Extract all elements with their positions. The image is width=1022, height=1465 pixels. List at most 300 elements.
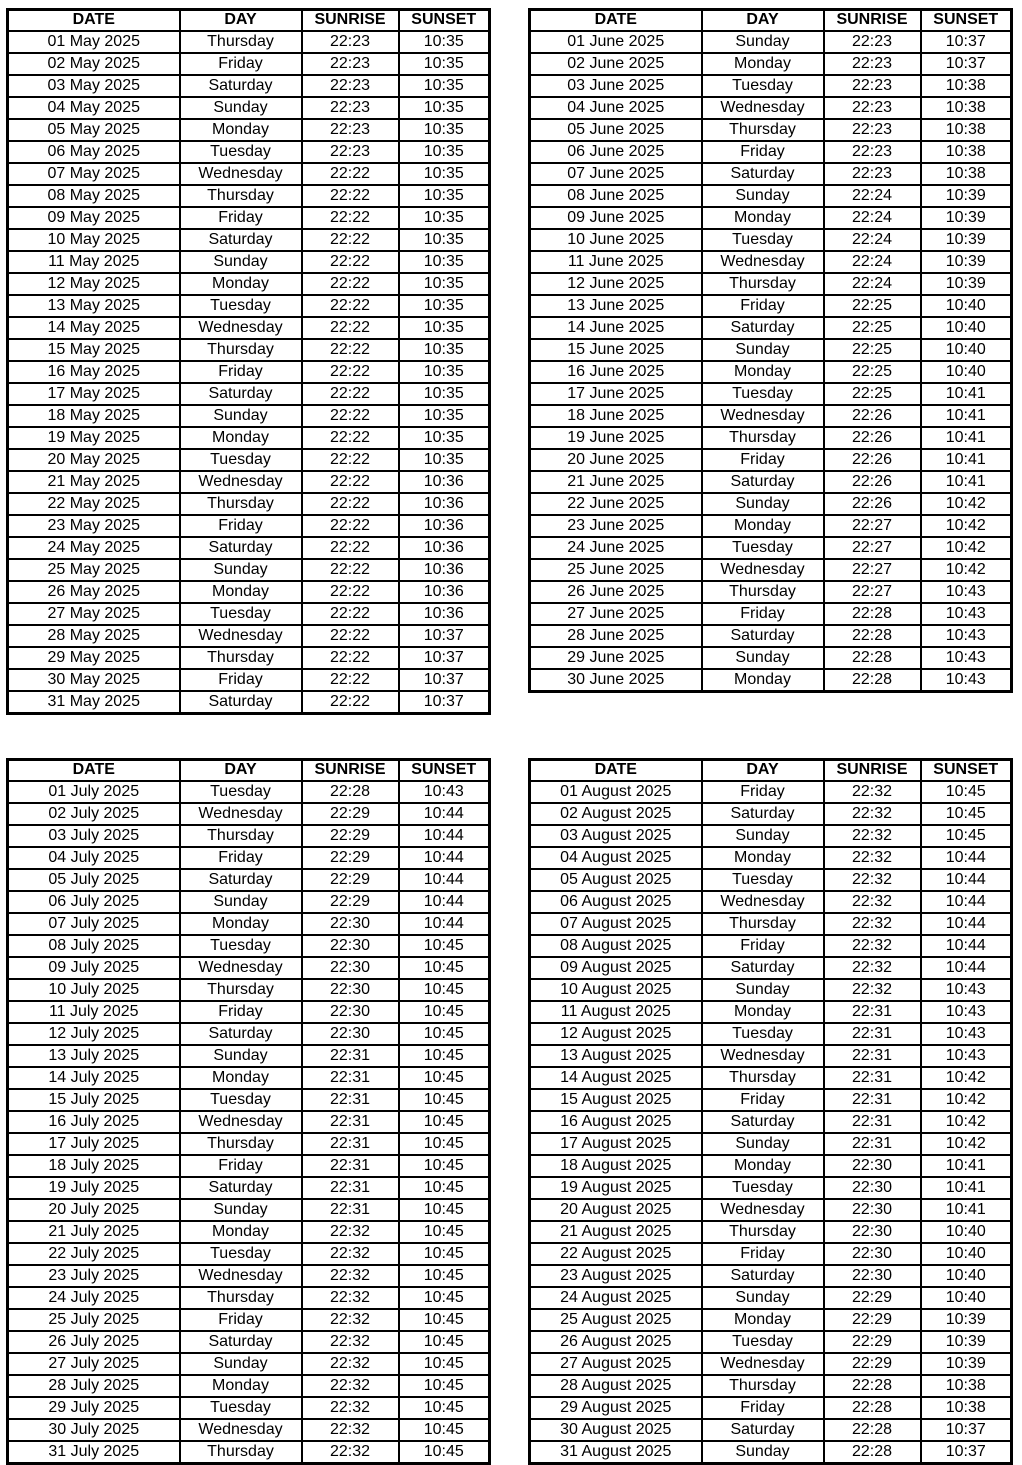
sunset-cell: 10:35	[399, 339, 490, 361]
sunset-cell: 10:43	[921, 603, 1012, 625]
sunset-cell: 10:39	[921, 207, 1012, 229]
date-cell: 02 July 2025	[8, 803, 180, 825]
table-row	[530, 1001, 1012, 1023]
date-cell: 16 August 2025	[530, 1111, 702, 1133]
day-cell: Monday	[180, 427, 302, 449]
day-cell: Friday	[702, 1397, 824, 1419]
date-cell: 03 August 2025	[530, 825, 702, 847]
day-cell: Saturday	[180, 869, 302, 891]
sunrise-cell: 22:23	[824, 75, 921, 97]
sunset-cell: 10:41	[921, 1199, 1012, 1221]
sunset-cell: 10:35	[399, 53, 490, 75]
sunrise-cell: 22:22	[302, 361, 399, 383]
date-cell: 24 May 2025	[8, 537, 180, 559]
date-cell: 26 May 2025	[8, 581, 180, 603]
sunset-cell: 10:45	[399, 979, 490, 1001]
day-cell: Wednesday	[180, 471, 302, 493]
day-cell: Friday	[702, 1089, 824, 1111]
date-cell: 09 July 2025	[8, 957, 180, 979]
day-cell: Monday	[180, 913, 302, 935]
sunrise-cell: 22:22	[302, 185, 399, 207]
date-cell: 22 August 2025	[530, 1243, 702, 1265]
sunrise-cell: 22:28	[824, 1441, 921, 1464]
sunrise-cell: 22:30	[824, 1177, 921, 1199]
sunrise-cell: 22:31	[824, 1111, 921, 1133]
sunrise-cell: 22:22	[302, 427, 399, 449]
table-row	[8, 1221, 490, 1243]
date-cell: 20 August 2025	[530, 1199, 702, 1221]
table-row	[8, 427, 490, 449]
sunrise-cell: 22:28	[824, 669, 921, 692]
sunrise-cell: 22:24	[824, 273, 921, 295]
day-cell: Tuesday	[702, 229, 824, 251]
sunset-cell: 10:38	[921, 1375, 1012, 1397]
day-cell: Wednesday	[702, 251, 824, 273]
date-cell: 08 July 2025	[8, 935, 180, 957]
date-cell: 04 August 2025	[530, 847, 702, 869]
table-row	[530, 559, 1012, 581]
sunset-cell: 10:44	[921, 935, 1012, 957]
sunset-cell: 10:45	[921, 781, 1012, 803]
sunrise-cell: 22:22	[302, 625, 399, 647]
date-cell: 13 May 2025	[8, 295, 180, 317]
date-cell: 19 May 2025	[8, 427, 180, 449]
day-cell: Monday	[180, 1221, 302, 1243]
date-cell: 02 August 2025	[530, 803, 702, 825]
table-row	[530, 53, 1012, 75]
sunset-cell: 10:44	[399, 803, 490, 825]
day-cell: Wednesday	[180, 1111, 302, 1133]
date-cell: 17 May 2025	[8, 383, 180, 405]
sunrise-cell: 22:28	[824, 625, 921, 647]
sunrise-cell: 22:30	[824, 1243, 921, 1265]
sunset-cell: 10:38	[921, 119, 1012, 141]
sunset-cell: 10:41	[921, 427, 1012, 449]
sunrise-cell: 22:26	[824, 405, 921, 427]
date-cell: 25 May 2025	[8, 559, 180, 581]
table-row	[530, 339, 1012, 361]
day-cell: Tuesday	[702, 383, 824, 405]
table-row	[8, 1023, 490, 1045]
day-cell: Friday	[180, 847, 302, 869]
table-row	[530, 515, 1012, 537]
sunset-cell: 10:45	[399, 1155, 490, 1177]
table-row	[530, 603, 1012, 625]
sunset-cell: 10:45	[399, 1067, 490, 1089]
sunset-cell: 10:41	[921, 383, 1012, 405]
sunrise-cell: 22:31	[824, 1067, 921, 1089]
date-cell: 03 May 2025	[8, 75, 180, 97]
date-cell: 15 July 2025	[8, 1089, 180, 1111]
sunrise-cell: 22:32	[824, 825, 921, 847]
sunrise-cell: 22:29	[824, 1353, 921, 1375]
sunset-cell: 10:39	[921, 251, 1012, 273]
sunrise-cell: 22:24	[824, 185, 921, 207]
sunset-cell: 10:36	[399, 493, 490, 515]
date-cell: 10 May 2025	[8, 229, 180, 251]
sunset-cell: 10:43	[921, 1023, 1012, 1045]
table-row	[530, 537, 1012, 559]
sunrise-cell: 22:22	[302, 339, 399, 361]
date-cell: 07 June 2025	[530, 163, 702, 185]
date-cell: 08 August 2025	[530, 935, 702, 957]
sunset-cell: 10:44	[921, 847, 1012, 869]
sunset-cell: 10:45	[399, 1287, 490, 1309]
table-row	[8, 581, 490, 603]
day-column-header: DAY	[702, 10, 824, 31]
date-cell: 23 August 2025	[530, 1265, 702, 1287]
table-row	[530, 383, 1012, 405]
sunset-cell: 10:40	[921, 317, 1012, 339]
day-cell: Sunday	[180, 251, 302, 273]
sunset-cell: 10:45	[399, 1023, 490, 1045]
table-row	[530, 1023, 1012, 1045]
sunrise-cell: 22:32	[824, 803, 921, 825]
table-row	[530, 1243, 1012, 1265]
day-cell: Monday	[702, 847, 824, 869]
sunset-cell: 10:37	[399, 669, 490, 691]
date-cell: 24 June 2025	[530, 537, 702, 559]
date-cell: 01 August 2025	[530, 781, 702, 803]
day-cell: Thursday	[180, 1287, 302, 1309]
sunset-cell: 10:35	[399, 361, 490, 383]
date-cell: 12 June 2025	[530, 273, 702, 295]
date-cell: 08 June 2025	[530, 185, 702, 207]
table-row	[8, 471, 490, 493]
table-row	[8, 979, 490, 1001]
table-row	[8, 1155, 490, 1177]
sunset-cell: 10:45	[921, 825, 1012, 847]
table-row	[8, 847, 490, 869]
day-cell: Sunday	[702, 1133, 824, 1155]
table-row	[530, 273, 1012, 295]
table-row	[530, 1089, 1012, 1111]
date-cell: 04 June 2025	[530, 97, 702, 119]
day-cell: Thursday	[180, 185, 302, 207]
date-cell: 20 May 2025	[8, 449, 180, 471]
table-row	[8, 53, 490, 75]
date-cell: 26 July 2025	[8, 1331, 180, 1353]
sunset-cell: 10:35	[399, 119, 490, 141]
sunset-cell: 10:39	[921, 1309, 1012, 1331]
day-cell: Friday	[180, 1155, 302, 1177]
sunset-cell: 10:35	[399, 207, 490, 229]
sunrise-column-header: SUNRISE	[824, 760, 921, 781]
date-cell: 07 July 2025	[8, 913, 180, 935]
sunset-cell: 10:45	[399, 1045, 490, 1067]
sunrise-cell: 22:28	[824, 1397, 921, 1419]
sunrise-cell: 22:30	[824, 1221, 921, 1243]
date-column-header: DATE	[530, 10, 702, 31]
table-row	[530, 471, 1012, 493]
day-cell: Sunday	[180, 1199, 302, 1221]
date-cell: 14 May 2025	[8, 317, 180, 339]
date-cell: 17 July 2025	[8, 1133, 180, 1155]
table-row	[8, 317, 490, 339]
sunrise-cell: 22:22	[302, 229, 399, 251]
date-cell: 21 June 2025	[530, 471, 702, 493]
date-cell: 26 August 2025	[530, 1331, 702, 1353]
table-row	[8, 339, 490, 361]
date-cell: 22 June 2025	[530, 493, 702, 515]
sunrise-cell: 22:24	[824, 229, 921, 251]
date-cell: 28 June 2025	[530, 625, 702, 647]
sunrise-cell: 22:23	[302, 119, 399, 141]
date-cell: 22 May 2025	[8, 493, 180, 515]
sunrise-cell: 22:22	[302, 405, 399, 427]
day-cell: Sunday	[180, 891, 302, 913]
sunset-column-header: SUNSET	[921, 10, 1012, 31]
sunset-cell: 10:42	[921, 537, 1012, 559]
day-cell: Monday	[702, 207, 824, 229]
day-cell: Tuesday	[180, 449, 302, 471]
table-row	[8, 493, 490, 515]
sunrise-cell: 22:22	[302, 691, 399, 714]
table-row	[8, 957, 490, 979]
table-header-row	[8, 10, 490, 31]
table-row	[530, 1441, 1012, 1464]
day-cell: Sunday	[702, 339, 824, 361]
sunrise-cell: 22:32	[302, 1397, 399, 1419]
sunrise-cell: 22:30	[302, 1023, 399, 1045]
date-cell: 01 July 2025	[8, 781, 180, 803]
date-cell: 25 August 2025	[530, 1309, 702, 1331]
day-cell: Saturday	[702, 317, 824, 339]
sunset-cell: 10:45	[399, 1353, 490, 1375]
date-cell: 27 June 2025	[530, 603, 702, 625]
day-cell: Thursday	[180, 31, 302, 53]
sunset-cell: 10:42	[921, 1067, 1012, 1089]
day-cell: Saturday	[180, 1023, 302, 1045]
table-row	[530, 803, 1012, 825]
sunset-cell: 10:35	[399, 317, 490, 339]
sunset-cell: 10:41	[921, 449, 1012, 471]
table-row	[530, 957, 1012, 979]
day-cell: Tuesday	[702, 75, 824, 97]
sunrise-cell: 22:28	[824, 1419, 921, 1441]
date-cell: 21 May 2025	[8, 471, 180, 493]
sunrise-cell: 22:25	[824, 295, 921, 317]
day-cell: Monday	[702, 361, 824, 383]
sunset-cell: 10:44	[921, 869, 1012, 891]
sunset-cell: 10:35	[399, 163, 490, 185]
sunrise-column-header: SUNRISE	[302, 10, 399, 31]
date-cell: 27 July 2025	[8, 1353, 180, 1375]
date-cell: 08 May 2025	[8, 185, 180, 207]
table-row	[8, 141, 490, 163]
day-cell: Sunday	[702, 493, 824, 515]
table-row	[8, 691, 490, 714]
date-cell: 22 July 2025	[8, 1243, 180, 1265]
sunset-cell: 10:45	[399, 1133, 490, 1155]
sunrise-cell: 22:26	[824, 449, 921, 471]
sunrise-cell: 22:22	[302, 537, 399, 559]
day-cell: Tuesday	[180, 141, 302, 163]
sunset-cell: 10:42	[921, 1111, 1012, 1133]
sunrise-cell: 22:23	[824, 31, 921, 53]
day-cell: Sunday	[702, 1441, 824, 1464]
sunrise-cell: 22:32	[824, 913, 921, 935]
sunrise-cell: 22:30	[824, 1199, 921, 1221]
date-column-header: DATE	[530, 760, 702, 781]
table-row	[8, 1001, 490, 1023]
day-cell: Sunday	[180, 97, 302, 119]
table-row	[8, 625, 490, 647]
day-cell: Thursday	[702, 1375, 824, 1397]
table-body	[8, 781, 490, 1464]
table-row	[530, 427, 1012, 449]
sunset-cell: 10:39	[921, 1353, 1012, 1375]
sunset-cell: 10:37	[921, 31, 1012, 53]
sunset-cell: 10:44	[399, 891, 490, 913]
sunset-cell: 10:37	[399, 647, 490, 669]
sunrise-cell: 22:32	[302, 1265, 399, 1287]
sunset-cell: 10:35	[399, 31, 490, 53]
date-cell: 11 June 2025	[530, 251, 702, 273]
date-cell: 15 May 2025	[8, 339, 180, 361]
table-row	[530, 869, 1012, 891]
date-cell: 27 August 2025	[530, 1353, 702, 1375]
sunset-cell: 10:45	[399, 1001, 490, 1023]
sunset-cell: 10:39	[921, 229, 1012, 251]
date-cell: 18 June 2025	[530, 405, 702, 427]
sunset-cell: 10:45	[399, 1111, 490, 1133]
sunset-cell: 10:45	[399, 935, 490, 957]
day-cell: Thursday	[180, 647, 302, 669]
sunrise-cell: 22:25	[824, 339, 921, 361]
day-cell: Monday	[702, 53, 824, 75]
date-cell: 30 June 2025	[530, 669, 702, 692]
table-row	[8, 1287, 490, 1309]
table-row	[8, 273, 490, 295]
sunrise-cell: 22:22	[302, 383, 399, 405]
table-row	[8, 1397, 490, 1419]
sunset-cell: 10:42	[921, 559, 1012, 581]
day-cell: Saturday	[702, 471, 824, 493]
table-row	[530, 141, 1012, 163]
table-row	[530, 1133, 1012, 1155]
table-row	[530, 1353, 1012, 1375]
date-cell: 05 July 2025	[8, 869, 180, 891]
day-cell: Friday	[702, 1243, 824, 1265]
sunset-cell: 10:39	[921, 1331, 1012, 1353]
date-cell: 29 June 2025	[530, 647, 702, 669]
table-row	[530, 1067, 1012, 1089]
table-row	[530, 361, 1012, 383]
sunset-cell: 10:35	[399, 427, 490, 449]
sunrise-cell: 22:32	[302, 1353, 399, 1375]
sunset-cell: 10:36	[399, 471, 490, 493]
date-cell: 18 July 2025	[8, 1155, 180, 1177]
sunrise-cell: 22:32	[824, 869, 921, 891]
sunset-cell: 10:36	[399, 603, 490, 625]
date-cell: 10 June 2025	[530, 229, 702, 251]
sunrise-cell: 22:22	[302, 449, 399, 471]
date-cell: 01 June 2025	[530, 31, 702, 53]
table-row	[8, 1265, 490, 1287]
date-cell: 27 May 2025	[8, 603, 180, 625]
date-cell: 04 July 2025	[8, 847, 180, 869]
sunrise-cell: 22:22	[302, 471, 399, 493]
sunrise-cell: 22:22	[302, 515, 399, 537]
table-row	[8, 1177, 490, 1199]
day-cell: Monday	[180, 1067, 302, 1089]
table-row	[530, 405, 1012, 427]
table-row	[8, 935, 490, 957]
sunset-cell: 10:39	[921, 185, 1012, 207]
table-row	[530, 1045, 1012, 1067]
table-row	[530, 669, 1012, 692]
table-row	[530, 1221, 1012, 1243]
sunset-cell: 10:35	[399, 273, 490, 295]
sunset-cell: 10:38	[921, 141, 1012, 163]
sunrise-cell: 22:30	[302, 913, 399, 935]
table-row	[530, 1375, 1012, 1397]
date-cell: 16 July 2025	[8, 1111, 180, 1133]
sunset-cell: 10:35	[399, 251, 490, 273]
date-cell: 29 May 2025	[8, 647, 180, 669]
day-cell: Thursday	[702, 427, 824, 449]
table-row	[530, 317, 1012, 339]
table-row	[8, 1353, 490, 1375]
table-row	[530, 1309, 1012, 1331]
date-cell: 12 July 2025	[8, 1023, 180, 1045]
sunrise-cell: 22:31	[824, 1045, 921, 1067]
sunrise-cell: 22:31	[302, 1177, 399, 1199]
day-cell: Wednesday	[180, 317, 302, 339]
sunset-cell: 10:43	[921, 1045, 1012, 1067]
sunset-cell: 10:38	[921, 97, 1012, 119]
day-cell: Wednesday	[180, 1265, 302, 1287]
date-cell: 13 July 2025	[8, 1045, 180, 1067]
sunrise-cell: 22:32	[824, 847, 921, 869]
date-cell: 06 July 2025	[8, 891, 180, 913]
date-cell: 09 August 2025	[530, 957, 702, 979]
table-row	[8, 1133, 490, 1155]
day-cell: Saturday	[180, 229, 302, 251]
day-cell: Wednesday	[702, 1353, 824, 1375]
sunrise-cell: 22:26	[824, 427, 921, 449]
day-cell: Monday	[180, 1375, 302, 1397]
day-cell: Friday	[180, 1309, 302, 1331]
sunrise-cell: 22:28	[824, 1375, 921, 1397]
table-row	[530, 1265, 1012, 1287]
sunset-cell: 10:38	[921, 1397, 1012, 1419]
sunrise-column-header: SUNRISE	[824, 10, 921, 31]
sunset-cell: 10:45	[399, 1243, 490, 1265]
table-row	[530, 207, 1012, 229]
sunrise-cell: 22:32	[302, 1331, 399, 1353]
day-cell: Saturday	[702, 803, 824, 825]
day-cell: Friday	[702, 935, 824, 957]
day-cell: Friday	[702, 781, 824, 803]
sunrise-cell: 22:23	[824, 53, 921, 75]
sunrise-cell: 22:32	[824, 781, 921, 803]
table-row	[8, 1375, 490, 1397]
day-cell: Tuesday	[180, 603, 302, 625]
date-cell: 28 May 2025	[8, 625, 180, 647]
sunrise-cell: 22:22	[302, 207, 399, 229]
table-row	[530, 31, 1012, 53]
day-cell: Thursday	[180, 1441, 302, 1464]
sunset-cell: 10:36	[399, 537, 490, 559]
date-cell: 02 May 2025	[8, 53, 180, 75]
sunrise-cell: 22:23	[302, 141, 399, 163]
sunrise-cell: 22:31	[824, 1001, 921, 1023]
day-cell: Saturday	[180, 691, 302, 714]
sunset-cell: 10:35	[399, 75, 490, 97]
date-cell: 23 June 2025	[530, 515, 702, 537]
